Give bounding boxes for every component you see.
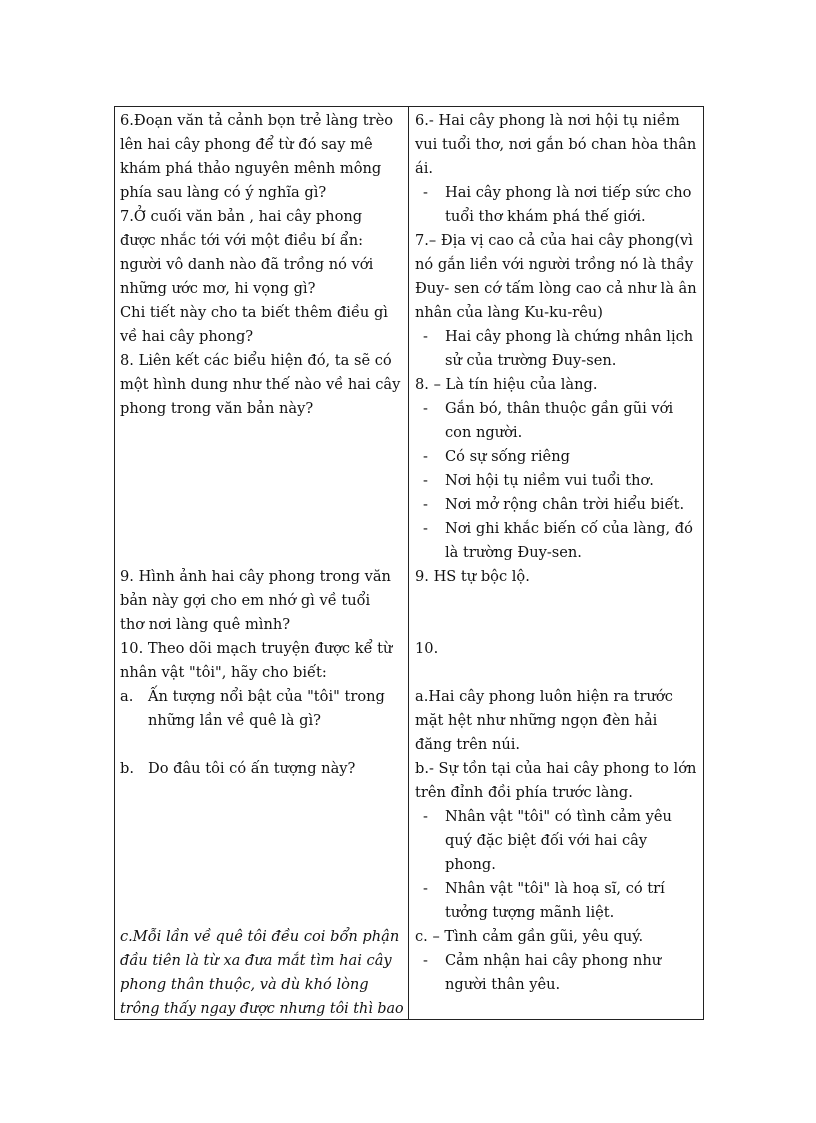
a8-item: Nơi hội tụ niềm vui tuổi thơ. [445, 472, 654, 489]
a7-line: nhân của làng Ku-ku-rêu) [415, 304, 603, 321]
bullet-dash: - [423, 520, 428, 537]
bullet-dash: - [423, 472, 428, 489]
a10b-item: Nhân vật "tôi" là hoạ sĩ, có trí [445, 880, 665, 897]
a6-line: ái. [415, 160, 434, 177]
a10b-line: b.- Sự tồn tại của hai cây phong to lớn [415, 760, 697, 777]
q10b-label: b. [120, 760, 134, 777]
a10b-line: trên đỉnh đồi phía trước làng. [415, 784, 633, 801]
q7-line: Chi tiết này cho ta biết thêm điều gì [120, 304, 388, 321]
q7-line: về hai cây phong? [120, 328, 254, 345]
q10a-line: những lần về quê là gì? [148, 712, 321, 729]
a8-item: Có sự sống riêng [445, 448, 570, 465]
a10c-item: người thân yêu. [445, 976, 561, 993]
q7-line: người vô danh nào đã trồng nó với [120, 256, 374, 273]
bullet-dash: - [423, 496, 428, 513]
bullet-dash: - [423, 808, 428, 825]
q10-line: nhân vật "tôi", hãy cho biết: [120, 664, 327, 681]
a6b-line: Hai cây phong là nơi tiếp sức cho [445, 184, 692, 201]
a8-line: 8. – Là tín hiệu của làng. [415, 376, 598, 393]
q7-line: 7.Ở cuối văn bản , hai cây phong [120, 208, 363, 225]
bullet-dash: - [423, 184, 428, 201]
q6-line: 6.Đoạn văn tả cảnh bọn trẻ làng trèo [120, 112, 394, 129]
questions-column [115, 107, 409, 1019]
answers-column [409, 107, 703, 1019]
bullet-dash: - [423, 448, 428, 465]
a10a-line: mặt hệt như những ngọn đèn hải [415, 712, 658, 729]
q8-line: một hình dung như thế nào về hai cây [120, 376, 401, 393]
q6-line: khám phá thảo nguyên mênh mông [120, 160, 382, 177]
content-table [114, 106, 704, 1020]
a7-line: nó gắn liền với người trồng nó là thầy [415, 256, 694, 273]
q8-line: 8. Liên kết các biểu hiện đó, ta sẽ có [120, 352, 392, 369]
bullet-dash: - [423, 880, 428, 897]
q9-line: bản này gợi cho em nhớ gì về tuổi [120, 592, 371, 609]
a6-line: vui tuổi thơ, nơi gắn bó chan hòa thân [415, 136, 697, 153]
a8-item: con người. [445, 424, 523, 441]
a10a-line: a.Hai cây phong luôn hiện ra trước [415, 688, 673, 705]
q6-line: lên hai cây phong để từ đó say mê [120, 136, 373, 153]
q10a-label: a. [120, 688, 134, 705]
q7-line: những ước mơ, hi vọng gì? [120, 280, 316, 297]
q10c-line: trông thấy ngay được nhưng tôi thì bao [120, 1000, 404, 1017]
q6-line: phía sau làng có ý nghĩa gì? [120, 184, 327, 201]
a7b-line: sử của trường Đuy-sen. [445, 352, 617, 369]
a7b-line: Hai cây phong là chứng nhân lịch [445, 328, 694, 345]
q8-line: phong trong văn bản này? [120, 400, 314, 417]
a10b-item: phong. [445, 856, 496, 873]
a8-item: Nơi ghi khắc biến cố của làng, đó [445, 520, 693, 537]
a10c-line: c. – Tình cảm gần gũi, yêu quý. [415, 928, 644, 945]
q10b-line: Do đâu tôi có ấn tượng này? [148, 760, 356, 777]
a8-item: là trường Đuy-sen. [445, 544, 582, 561]
a10b-item: tưởng tượng mãnh liệt. [445, 904, 615, 921]
bullet-dash: - [423, 400, 428, 417]
a10c-item: Cảm nhận hai cây phong như [445, 952, 662, 969]
a10b-item: Nhân vật "tôi" có tình cảm yêu [445, 808, 672, 825]
a7-line: Đuy- sen cớ tấm lòng cao cả như là ân [415, 280, 697, 297]
q10a-line: Ấn tượng nổi bật của "tôi" trong [148, 688, 385, 705]
q10c-line: phong thân thuộc, và dù khó lòng [120, 976, 369, 993]
a10b-item: quý đặc biệt đối với hai cây [445, 832, 648, 849]
q10c-line: đầu tiên là từ xa đưa mắt tìm hai cây [120, 952, 392, 969]
bullet-dash: - [423, 328, 428, 345]
a8-item: Nơi mở rộng chân trời hiểu biết. [445, 496, 685, 513]
q10c-line: c.Mỗi lần về quê tôi đều coi bổn phận [120, 928, 400, 945]
a10a-line: đăng trên núi. [415, 736, 521, 753]
q7-line: được nhắc tới với một điều bí ẩn: [120, 232, 364, 249]
a10-line: 10. [415, 640, 439, 657]
a9-line: 9. HS tự bộc lộ. [415, 568, 530, 585]
a8-item: Gắn bó, thân thuộc gần gũi với [445, 400, 674, 417]
q10-line: 10. Theo dõi mạch truyện được kể từ [120, 640, 393, 657]
a6-line: 6.- Hai cây phong là nơi hội tụ niềm [415, 112, 680, 129]
a6b-line: tuổi thơ khám phá thế giới. [445, 208, 646, 225]
a7-line: 7.– Địa vị cao cả của hai cây phong(vì [415, 232, 693, 249]
q9-line: thơ nơi làng quê mình? [120, 616, 291, 633]
bullet-dash: - [423, 952, 428, 969]
q9-line: 9. Hình ảnh hai cây phong trong văn [120, 568, 391, 585]
